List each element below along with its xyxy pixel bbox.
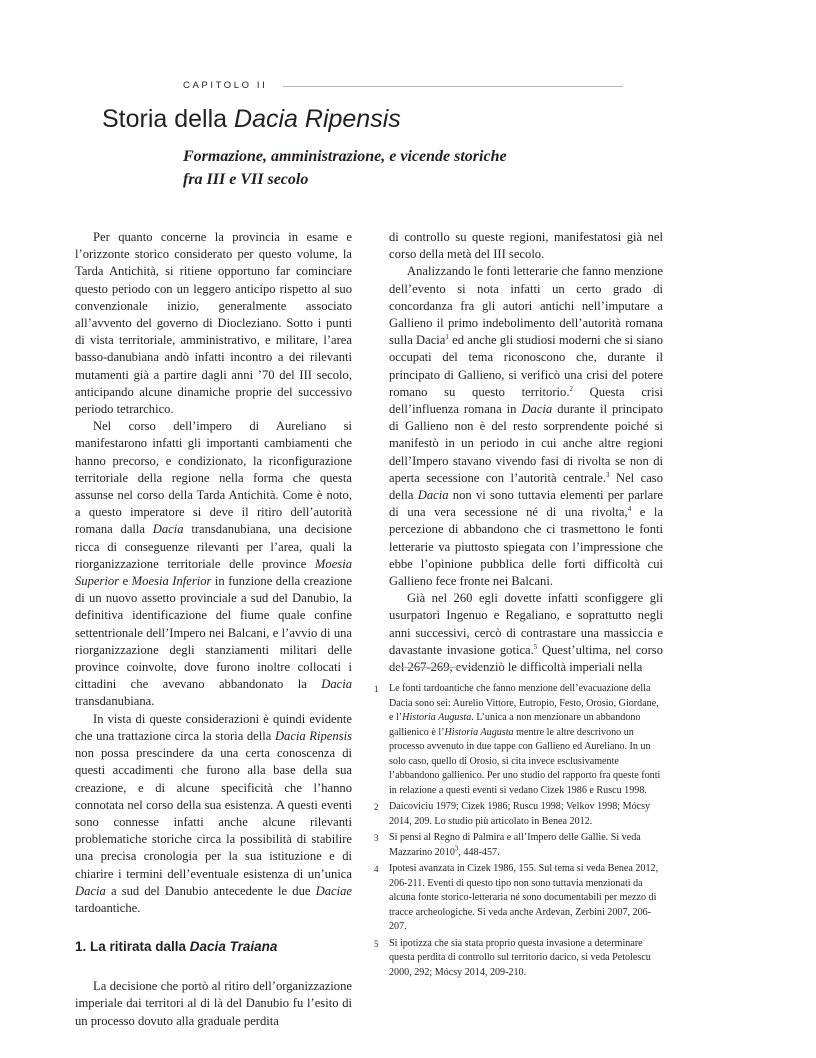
footnotes [374, 682, 663, 982]
footnote-2 [374, 800, 663, 829]
section-heading-italic: Dacia Traiana [189, 939, 278, 955]
footnote-ref-3[interactable]: 3 [606, 470, 610, 479]
left-column [75, 229, 352, 1030]
footnote-number: 1 [374, 684, 379, 694]
paragraph-3: In vista di queste considerazioni è quindi evidente che una trattazione circa la storia della Dacia Ripensis non possa prescindere da una certa conoscenza di questi accadimenti che furono alla base della sua creazione, e di alcune specificità che l’hanno connotata nel corso della sua esistenza. A questi eventi sono connesse infatti anche alcune rilevanti problematiche storiche circa la possibilità di stabilire una precisa cronologia per la sua istituzione e di chiarire i termini dell’eventuale esistenza di un’unica Dacia a sud del Danubio antecedente le due Daciae tardoantiche. [75, 711, 352, 915]
footnote-ref-1[interactable]: 1 [445, 333, 449, 342]
footnote-ref-2[interactable]: 2 [569, 384, 573, 393]
footnote-text: Daicoviciu 1979; Cizek 1986; Ruscu 1998; Velkov 1998; Mócsy 2014, 209. Lo studio più articolato in Benea 2012. [389, 801, 651, 827]
chapter-title-prefix: Storia della [102, 105, 235, 133]
footnote-4 [374, 862, 663, 935]
section-heading-prefix: 1. La ritirata dalla [75, 939, 190, 955]
paragraph-2: Nel corso dell’impero di Aureliano si manifestarono infatti gli importanti cambiamenti che hanno precorso, e condizionato, la riconfigurazione territoriale della regione nella forma che questa assunse nel corso della Tarda Antichità. Come è noto, a questo imperatore si deve il ritiro dell’autorità romana dalla Dacia transdanubiana, una decisione ricca di conseguenze rilevanti per l’area, quali la riorganizzazione territoriale delle province Moesia Superior e Moesia Inferior in funzione della creazione di un nuovo assetto provinciale a sud del Danubio, la definitiva identificazione del fiume quale confine settentrionale dell’Impero nei Balcani, e l’avvio di una riorganizzazione degli stanziamenti militari delle province coinvolte, dove furono inoltre collocati i cittadini che avevano abbandonato la Dacia transdanubiana. [75, 419, 352, 709]
paragraph-5: di controllo su queste regioni, manifestatosi già nel corso della metà del III secolo. [389, 230, 663, 262]
footnote-1 [374, 682, 663, 798]
paragraph-4: La decisione che portò al ritiro dell’organizzazione imperiale dai territori al di là del Danubio fu l’esito di un processo dovuto alla graduale perdita [75, 979, 352, 1028]
chapter-title-italic: Dacia Ripensis [234, 105, 401, 133]
footnote-number: 4 [374, 864, 379, 874]
footnote-ref-4[interactable]: 4 [627, 505, 632, 514]
chapter-label: CAPITOLO II [183, 80, 268, 91]
footnote-text: Ipotesi avanzata in Cizek 1986, 155. Sul tema si veda Benea 2012, 206-211. Eventi di questo tipo non sono tuttavia menzionati da alcuna fonte storico-letteraria né sono documentabili per mezzo di tracce archeologiche. Si veda anche Ardevan, Zerbini 2007, 206-207. [389, 863, 659, 932]
footnote-3 [374, 831, 663, 860]
chapter-subtitle-line2: fra III e VII secolo [183, 171, 309, 188]
footnote-number: 3 [374, 833, 379, 843]
chapter-subtitle [183, 145, 507, 191]
paragraph-7: Già nel 260 egli dovette infatti sconfiggere gli usurpatori Ingenuo e Regaliano, e soprattutto negli anni successivi, cercò di contrastare una massiccia e davastante invasione gotica.$^5$ Quest’ultima, nel corso del 267-269, evidenziò le difficoltà imperiali nella [389, 591, 663, 675]
section-heading [75, 938, 352, 956]
paragraph-6: Analizzando le fonti letterarie che fanno menzione dell’evento si nota infatti un certo grado di concordanza fra gli autori antichi nell’imputare a Gallieno il primo indebolimento dell’autorità romana sulla Dacia$^1$ ed anche gli studiosi moderni che si siano occupati del tema riconoscono che, durante il principato di Gallieno, si verificò una crisi del potere romano su questo territorio.$^2$ Questa crisi dell’influenza romana in Dacia durante il principato di Gallieno non è del resto sorprendente poiché si manifestò in un periodo in cui anche altre regioni dell’Impero stavano vivendo fasi di rivolta se non di aperta secessione con l’autorità centrale.$^3$ Nel caso della Dacia non vi sono tuttavia elementi per parlare di una vera secessione né di una rivolta,$^4$ e la percezione di abbandono che ci trasmettono le fonti letterarie va piuttosto spiegata con l’impressione che ebbe l’opinione pubblica delle forti difficoltà cui Gallieno fece fronte nei Balcani. [389, 264, 664, 589]
footnote-ref-5[interactable]: 5 [533, 642, 538, 651]
footnote-divider [389, 667, 483, 668]
chapter-subtitle-line1: Formazione, amministrazione, e vicende storiche [183, 148, 507, 165]
footnote-5 [374, 937, 663, 981]
footnote-number: 2 [374, 802, 379, 812]
footnote-number: 5 [374, 938, 379, 949]
edition-superscript: 3 [454, 844, 459, 853]
footnote-text: Si ipotizza che sia stata proprio questa invasione a determinare questa perdita di controllo sul territorio dacico, si veda Petolescu 2000, 292; Mócsy 2014, 209-210. [389, 937, 651, 978]
footnote-text: Le fonti tardoantiche che fanno menzione dell’evacuazione della Dacia sono sei: Aurelio Vittore, Eutropio, Festo, Orosio, Giordane, e l’Historia Augusta. L’unica a non menzionare un abbandono gallienico è l’Historia Augusta mentre le altre descrivono un processo avvenuto in due tappe con Gallieno ed Aureliano. In un solo caso, quello di Orosio, si cita invece esclusivamente l’abbandono gallienico. Per uno studio del rapporto fra queste fonti in relazione a questi eventi si vedano Cizek 1986 e Ruscu 1998. [389, 683, 661, 796]
right-column [389, 229, 663, 676]
chapter-rule [283, 86, 623, 87]
paragraph-1: Per quanto concerne la provincia in esame e l’orizzonte storico considerato per questo volume, la Tarda Antichità, si ritiene opportuno far cominciare questo periodo con un leggero anticipo rispetto al suo convenzionale inizio, generalmente associato all’avvento del governo di Diocleziano. Sotto i punti di vista territoriale, amministrativo, e militare, l’area basso-danubiana andò infatti incontro a dei rilevanti mutamenti già a partire dagli anni ’70 del III secolo, anticipando alcune dinamiche proprie del successivo periodo tetrarchico. [75, 230, 352, 417]
footnote-text: Si pensi al Regno di Palmira e all’Impero delle Gallie. Si veda Mazzarino 2010$^3$, 448-457. [389, 832, 641, 858]
chapter-title [102, 103, 401, 135]
